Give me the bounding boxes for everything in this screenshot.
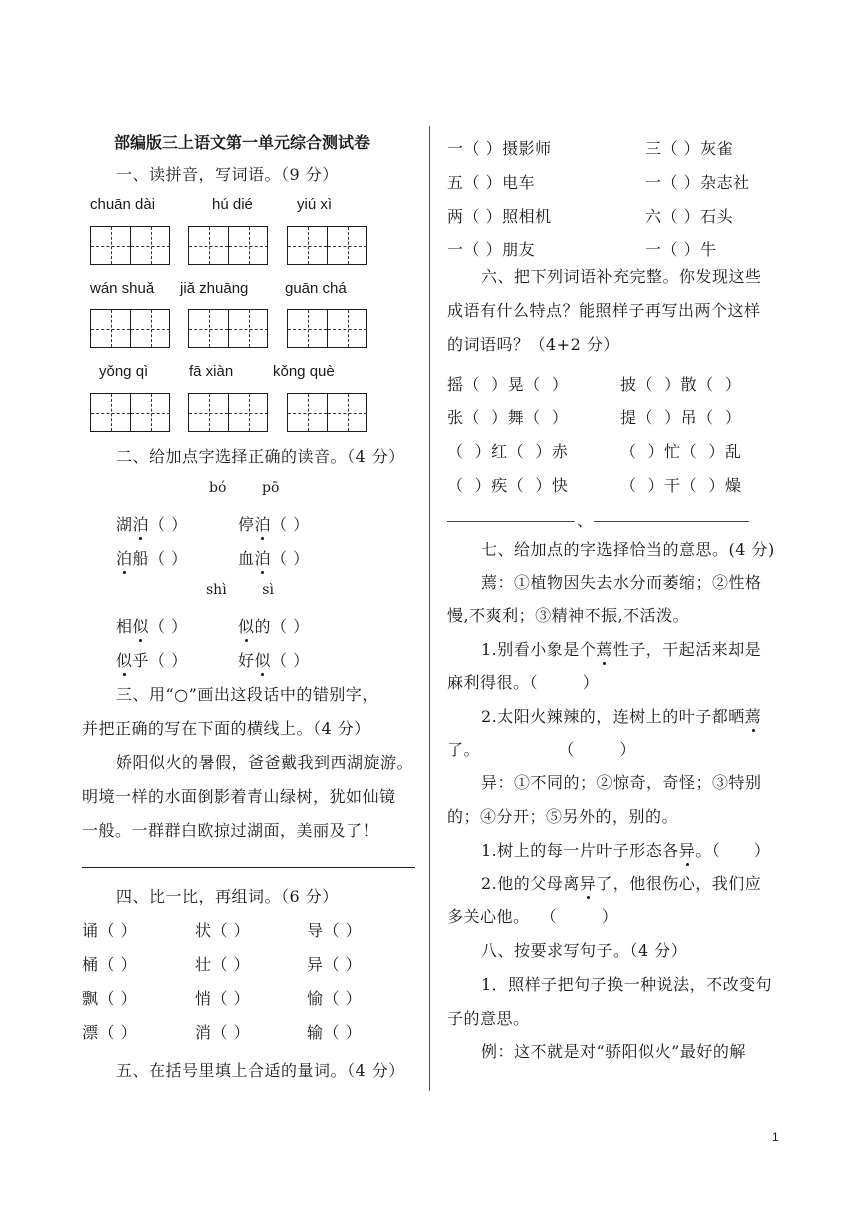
- word-item: 诵（ ）: [82, 921, 138, 940]
- instruction-line: 1．照样子把句子换一种说法，不改变句: [481, 975, 773, 994]
- measure-word-item: 三（ ）灰雀: [645, 139, 734, 158]
- writing-grid[interactable]: [90, 393, 170, 432]
- measure-word-item: 一（ ）杂志社: [645, 173, 750, 192]
- definition-line: 慢,不爽利；③精神不振,不活泼。: [447, 606, 690, 625]
- word-item: 悄（ ）: [195, 989, 251, 1008]
- sentence-line: 2.他的父母离异了，他很伤心，我们应: [481, 871, 761, 894]
- writing-grid[interactable]: [188, 309, 268, 348]
- q5-heading: 五、在括号里填上合适的量词。（4 分）: [116, 1061, 405, 1080]
- idiom-item: 张（ ）舞（ ）: [447, 408, 569, 427]
- sentence-line: 1.别看小象是个蔫性子，干起活来却是: [481, 637, 761, 660]
- passage-line: 明境一样的水面倒影着青山绿树，犹如仙镜: [82, 787, 396, 806]
- word-item: 状（ ）: [195, 921, 251, 940]
- pinyin-8: fā xiàn: [189, 363, 234, 380]
- answer-line[interactable]: [82, 867, 415, 868]
- idiom-item: 摇（ ）晃（ ）: [447, 375, 569, 394]
- measure-word-item: 五（ ）电车: [447, 173, 536, 192]
- q6-heading: 六、把下列词语补充完整。你发现这些: [481, 267, 762, 286]
- word-item: 停泊（ ）: [238, 512, 310, 535]
- writing-grid[interactable]: [287, 393, 367, 432]
- measure-word-item: 一（ ）朋友: [447, 240, 536, 259]
- writing-grid[interactable]: [90, 226, 170, 265]
- pinyin-6: guān chá: [285, 280, 347, 297]
- writing-grid[interactable]: [188, 226, 268, 265]
- q2-heading: 二、给加点字选择正确的读音。（4 分）: [116, 447, 405, 466]
- pinyin-5: jiǎ zhuāng: [180, 280, 249, 297]
- idiom-item: 提（ ）吊（ ）: [620, 408, 742, 427]
- word-item: 异（ ）: [307, 955, 363, 974]
- passage-line: 娇阳似火的暑假，爸爸戴我到西湖旋游。: [116, 753, 414, 772]
- reading-options: bó pō: [209, 480, 280, 496]
- writing-grid[interactable]: [287, 309, 367, 348]
- definition-line: 异：①不同的；②惊奇，奇怪；③特别: [481, 773, 762, 792]
- q4-heading: 四、比一比，再组词。（6 分）: [116, 887, 339, 906]
- word-item: 壮（ ）: [195, 955, 251, 974]
- q6-heading-cont: 的词语吗？（4+2 分）: [447, 335, 620, 354]
- separator-mark: 、: [577, 511, 594, 530]
- word-item: 好似（ ）: [238, 648, 310, 671]
- pinyin-1: chuān dài: [90, 196, 156, 213]
- idiom-item: （ ）干（ ）燥: [620, 476, 742, 495]
- pinyin-7: yǒng qì: [99, 363, 149, 380]
- definition-line: 蔫：①植物因失去水分而萎缩；②性格: [481, 573, 762, 592]
- sentence-line: 1.树上的每一片叶子形态各异。（ ）: [481, 838, 770, 861]
- q1-heading: 一、读拼音，写词语。（9 分）: [116, 165, 339, 184]
- word-item: 输（ ）: [307, 1023, 363, 1042]
- idiom-item: 披（ ）散（ ）: [620, 375, 742, 394]
- sentence-line: 了。 （ ）: [447, 740, 636, 759]
- writing-grid[interactable]: [90, 309, 170, 348]
- reading-options: shì sì: [206, 582, 274, 598]
- page-title: 部编版三上语文第一单元综合测试卷: [114, 133, 371, 152]
- answer-line[interactable]: [594, 521, 749, 522]
- measure-word-item: 六（ ）石头: [645, 207, 734, 226]
- passage-line: 一般。一群群白欧掠过湖面，美丽及了！: [82, 821, 380, 840]
- q7-heading: 七、给加点的字选择恰当的意思。(4 分): [481, 540, 775, 559]
- idiom-item: （ ）忙（ ）乱: [620, 442, 742, 461]
- word-item: 桶（ ）: [82, 955, 138, 974]
- word-item: 飘（ ）: [82, 989, 138, 1008]
- word-item: 血泊（ ）: [238, 546, 310, 569]
- pinyin-9: kǒng què: [273, 363, 335, 380]
- q3-heading-cont: 并把正确的写在下面的横线上。（4 分）: [82, 719, 371, 738]
- measure-word-item: 一（ ）牛: [645, 240, 717, 259]
- sentence-line: 2.太阳火辣辣的，连树上的叶子都晒蔫: [481, 704, 761, 727]
- idiom-item: （ ）疾（ ）快: [447, 476, 569, 495]
- word-item: 似的（ ）: [238, 614, 310, 637]
- word-item: 漂（ ）: [82, 1023, 138, 1042]
- word-item: 愉（ ）: [307, 989, 363, 1008]
- word-item: 似乎（ ）: [116, 648, 188, 671]
- answer-line[interactable]: [447, 521, 575, 522]
- definition-line: 的；④分开；⑤另外的，别的。: [447, 807, 679, 826]
- writing-grid[interactable]: [188, 393, 268, 432]
- sentence-line: 多关心他。 （ ）: [447, 907, 619, 926]
- column-divider: [429, 126, 430, 1091]
- word-item: 相似（ ）: [116, 614, 188, 637]
- measure-word-item: 一（ ）摄影师: [447, 139, 552, 158]
- q3-heading: 三、用“○”画出这段话中的错别字，: [116, 685, 379, 704]
- q6-heading-cont: 成语有什么特点？能照样子再写出两个这样: [447, 301, 761, 320]
- word-item: 消（ ）: [195, 1023, 251, 1042]
- instruction-line: 子的意思。: [447, 1009, 530, 1028]
- example-line: 例：这不就是对“骄阳似火”最好的解: [481, 1042, 746, 1061]
- measure-word-item: 两（ ）照相机: [447, 207, 552, 226]
- word-item: 泊船（ ）: [116, 546, 188, 569]
- q8-heading: 八、按要求写句子。（4 分）: [481, 941, 688, 960]
- sentence-line: 麻利得很。（ ）: [447, 673, 600, 692]
- pinyin-3: yiú xì: [297, 196, 333, 213]
- idiom-item: （ ）红（ ）赤: [447, 442, 569, 461]
- word-item: 湖泊（ ）: [116, 512, 188, 535]
- writing-grid[interactable]: [287, 226, 367, 265]
- pinyin-2: hú dié: [212, 196, 253, 213]
- pinyin-4: wán shuǎ: [90, 280, 155, 297]
- word-item: 导（ ）: [307, 921, 363, 940]
- page-number: 1: [772, 1130, 779, 1144]
